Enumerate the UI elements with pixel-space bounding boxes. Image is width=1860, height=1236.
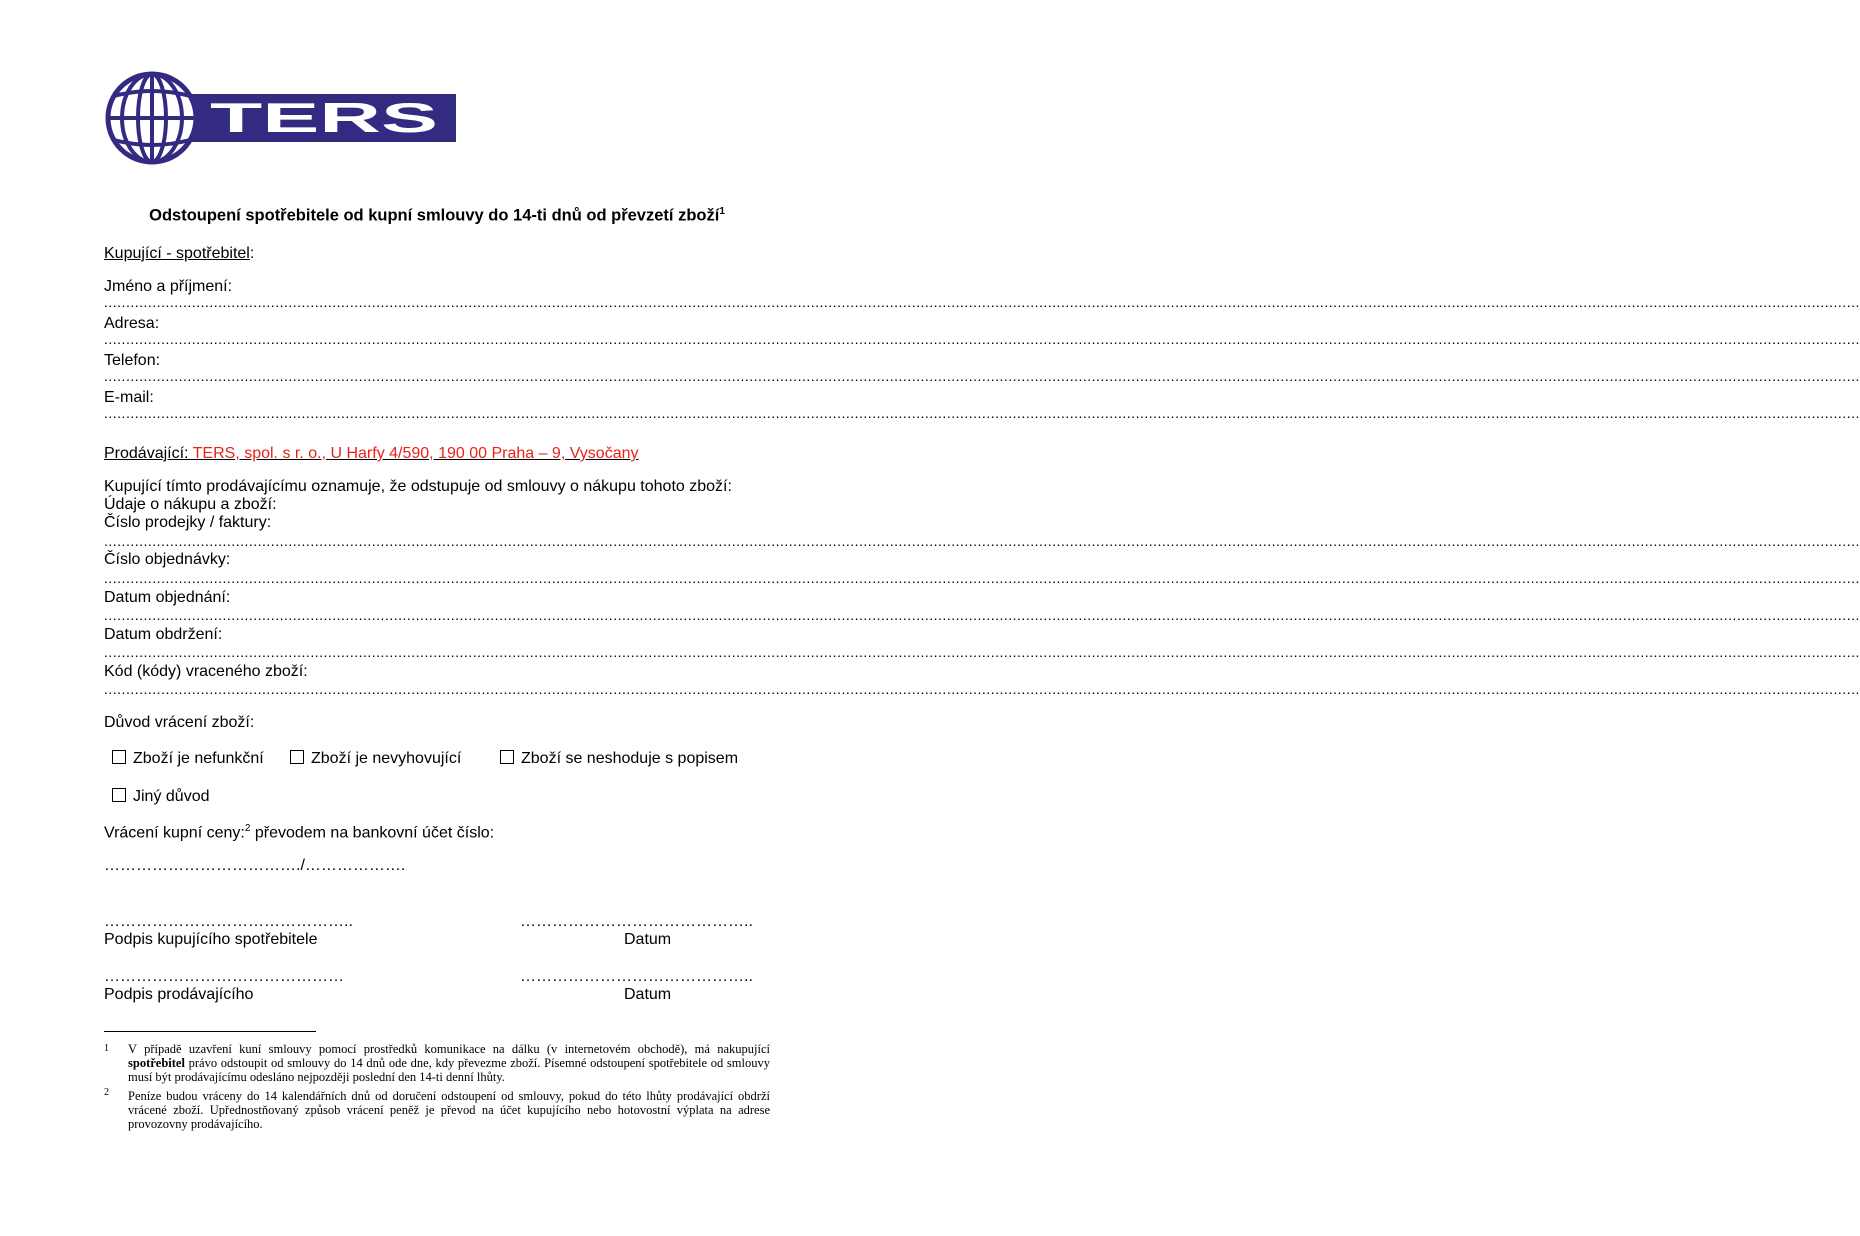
page-title: Odstoupení spotřebitele od kupní smlouvy do 14-ti dnů od převzetí zboží$^1$ — [149, 206, 725, 225]
refund-footnote-ref: 2 — [244, 823, 251, 834]
seller-value: TERS, spol. s r. o., U Harfy 4/590, 190 00 Praha – 9, Vysočany — [188, 445, 639, 462]
name-field[interactable]: ................................................................................................................................................................................................................................................................................................................................................................................................................ — [104, 294, 1860, 310]
reason-label: Důvod vrácení zboží: — [104, 714, 255, 731]
invoice-field[interactable]: ................................................................................................................................................................................................................................................................................................................................................................................................................ — [104, 533, 1860, 549]
checkbox[interactable] — [290, 750, 304, 764]
reason-option-other[interactable]: Jiný důvod — [112, 788, 210, 806]
purchase-section-label: Údaje o nákupu a zboží: — [104, 496, 277, 513]
checkbox[interactable] — [112, 788, 126, 802]
date-label-2: Datum — [624, 986, 672, 1003]
declaration: Kupující tímto prodávajícímu oznamuje, že odstupuje od smlouvy o nákupu tohoto zboží: — [104, 478, 732, 495]
footnote-1-number: 1 — [104, 1043, 109, 1054]
date-label-1: Datum — [624, 931, 672, 948]
reason-option-unsuitable[interactable]: Zboží je nevyhovující — [290, 750, 461, 768]
refund-line: Vrácení kupní ceny:$^2$ převodem na bankovní účet číslo: — [104, 823, 495, 842]
reason-option-mismatch[interactable]: Zboží se neshoduje s popisem — [500, 750, 738, 768]
date-line-2[interactable]: …………………………………….. — [520, 968, 753, 985]
address-label: Adresa: — [104, 315, 160, 332]
bank-account-field[interactable]: ………………………………./………………. — [104, 857, 406, 874]
order-number-label: Číslo objednávky: — [104, 551, 231, 568]
received-date-field[interactable]: ................................................................................................................................................................................................................................................................................................................................................................................................................ — [104, 644, 1860, 660]
order-date-label: Datum objednání: — [104, 589, 231, 606]
date-line-1[interactable]: …………………………………….. — [520, 913, 753, 930]
title-footnote-ref: 1 — [719, 206, 725, 217]
buyer-signature-label: Podpis kupujícího spotřebitele — [104, 931, 318, 948]
checkbox[interactable] — [500, 750, 514, 764]
buyer-signature-line[interactable]: ……………………………………….. — [104, 913, 353, 930]
footnote-2-text: Peníze budou vráceny do 14 kalendářních dnů od doručení odstoupení od smlouvy, pokud do této lhůty prodávající obdrží vrácené zboží. Upřednostňovaný způsob vrácení peněž je převod na účet kupujícího nebo hotovostní výplata na adrese provozovny prodávajícího. — [128, 1089, 770, 1131]
order-date-field[interactable]: ................................................................................................................................................................................................................................................................................................................................................................................................................ — [104, 607, 1860, 623]
seller-signature-line[interactable]: ……………………………………… — [104, 968, 344, 985]
name-label: Jméno a příjmení: — [104, 278, 233, 295]
address-field[interactable]: ................................................................................................................................................................................................................................................................................................................................................................................................................ — [104, 331, 1860, 347]
received-date-label: Datum obdržení: — [104, 626, 223, 643]
seller-signature-label: Podpis prodávajícího — [104, 986, 254, 1003]
footnote-separator — [104, 1031, 316, 1032]
reason-option-nonfunctional[interactable]: Zboží je nefunkční — [112, 750, 264, 768]
ters-logo — [104, 70, 458, 166]
logo-text: TERS — [210, 94, 438, 141]
footnote-1-text: V případě uzavření kuní smlouvy pomocí prostředků komunikace na dálku (v internetovém obchodě), má nakupující spotřebitel právo odstoupit od smlouvy do 14 dnů ode dne, kdy převezme zboží. Písemné odstoupení spotřebitele od smlouvy musí být prodávajícímu odesláno nejpozději poslední den 14-ti denní lhůty. — [128, 1042, 770, 1084]
seller-label: Prodávající: — [104, 445, 189, 462]
email-label: E-mail: — [104, 389, 154, 406]
globe-logo-graphic — [104, 70, 458, 166]
phone-field[interactable]: ................................................................................................................................................................................................................................................................................................................................................................................................................ — [104, 368, 1860, 384]
order-number-field[interactable]: ................................................................................................................................................................................................................................................................................................................................................................................................................ — [104, 570, 1860, 586]
invoice-label: Číslo prodejky / faktury: — [104, 514, 272, 531]
checkbox[interactable] — [112, 750, 126, 764]
product-codes-label: Kód (kódy) vraceného zboží: — [104, 663, 308, 680]
seller-line — [104, 445, 639, 463]
buyer-heading: Kupující - spotřebitel: — [104, 245, 255, 262]
product-codes-field[interactable]: ................................................................................................................................................................................................................................................................................................................................................................................................................ — [104, 681, 1860, 697]
phone-label: Telefon: — [104, 352, 161, 369]
email-field[interactable]: ................................................................................................................................................................................................................................................................................................................................................................................................................ — [104, 405, 1860, 421]
footnote-2-number: 2 — [104, 1087, 109, 1098]
